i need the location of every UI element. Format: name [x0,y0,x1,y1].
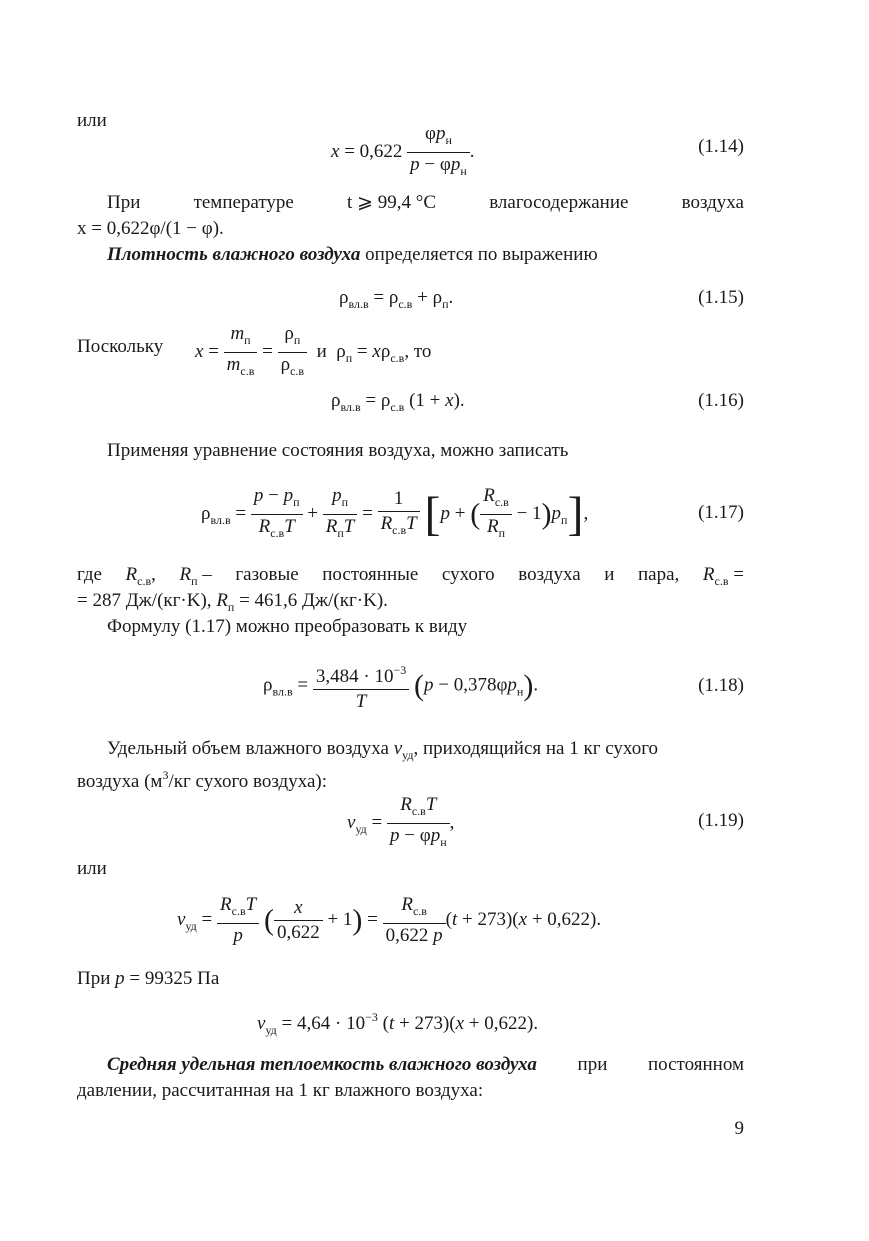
paragraph-heat-capacity-line-2: давлении, рассчитанная на 1 кг влажного воздуха: [77,1080,484,1101]
paragraph-applying: Применяя уравнение состояния воздуха, можно записать [107,440,569,461]
equation-number-1-19: (1.19) [698,810,744,831]
term-density: Плотность влажного воздуха [107,244,361,265]
term-heat-capacity: Средняя удельная теплоемкость влажного воздуха [107,1054,537,1075]
paragraph-temperature-line-2: x = 0,622φ/(1 − φ). [77,218,224,239]
paragraph-density: Плотность влажного воздуха определяется по выражению [107,244,598,265]
paragraph-where-line-1: где $R_{с.в}$, $R_п$ – газовые постоянные сухого воздуха и пара, $R_{с.в}$ = [77,564,744,588]
line-at-pressure: При p = 99325 Па [77,968,220,989]
equation-number-1-17: (1.17) [698,502,744,523]
paragraph-formula-convert: Формулу (1.17) можно преобразовать к виду [107,616,468,637]
equation-number-1-14: (1.14) [698,136,744,157]
paragraph-where-line-2: = 287 Дж/(кг·K), $R_п = 461,6$ Дж/(кг·K). [77,590,388,614]
paragraph-heat-capacity-line-1: Средняя удельная теплоемкость влажного воздуха при постоянном [77,1052,744,1078]
text-ili-1: или [77,110,107,131]
paragraph-specific-volume-line-1: Удельный объем влажного воздуха $v_{уд}$, приходящийся на 1 кг сухого [107,738,659,762]
equation-number-1-15: (1.15) [698,287,744,308]
paragraph-specific-volume-line-2: воздуха ($м^3/кг$ сухого воздуха): [77,768,328,792]
document-page: или x = 0,622 $\frac{\varphi p_н}{p - \varphi p_н}$ . (1.14) При температуре t ⩾ 99,4 °C влагосодержание воздуха x = 0,622φ/(1 − φ). Плотность влажного воздуха определяется по выражению $\rho_{вл.в} = \rho_{с.в} + \rho_п$. (1.15) Поскольку x = $\frac{m_п}{m_{с.в}}$ = $\frac{\rho_п}{\rho_{с.в}}$ и $\rho_п = x\rho_{с.в}$, то $\rho_{вл.в} = \rho_{с.в}$ (1 + x). (1.16) Применяя уравнение состояния воздуха, можно записать $\rho_{вл.в}$ = $\frac{p - p_п}{R_{с.в}T}$ + $\frac{p_п}{R_пT}$ = $\frac{1}{R_{с.в}T}$ [p + ( $\frac{R_{с.в}}{R_п}$ − $1)p_п$], (1.17) где $R_{с.в}$, $R_п$ – газовые постоянные сухого воздуха и пара, $R_{с.в}$ = = 287 Дж/(кг·K), $R_п = 461,6$ Дж/(кг·K). Формулу (1.17) можно преобразовать к виду $\rho_{вл.в}$ = $\frac{3,484 \cdot 10^{-3}}{T}$ $(p - 0,378\varphi p_н)$. (1.18) Удельный объем влажного воздуха $v_{уд}$, приходящийся на 1 кг сухого воздуха ($м^3/кг$ сухого воздуха): $v_{уд}$ = $\frac{R_{с.в}T}{p - \varphi p_н}$ , (1.19) или $v_{уд}$ = $\frac{R_{с.в}T}{p}$ ( $\frac{x}{0,622}$ + 1) = $\frac{R_{с.в}}{0,622 p}$ (t + 273)(x + 0,622). При p = 99325 Па $v_{уд} = 4,64 \cdot 10^{-3}$ (t + 273)(x + 0,622). Средняя удельная теплоемкость влажного воздуха при постоянном давлении, рассчитанная на 1 кг влажного воздуха: 9 [77,110,744,1139]
text-ili-2: или [77,858,107,879]
page-number: 9 [734,1118,744,1139]
equation-number-1-16: (1.16) [698,390,744,411]
equation-number-1-18: (1.18) [698,675,744,696]
paragraph-temperature-line-1: При температуре t ⩾ 99,4 °C влагосодержание воздуха [107,192,744,213]
